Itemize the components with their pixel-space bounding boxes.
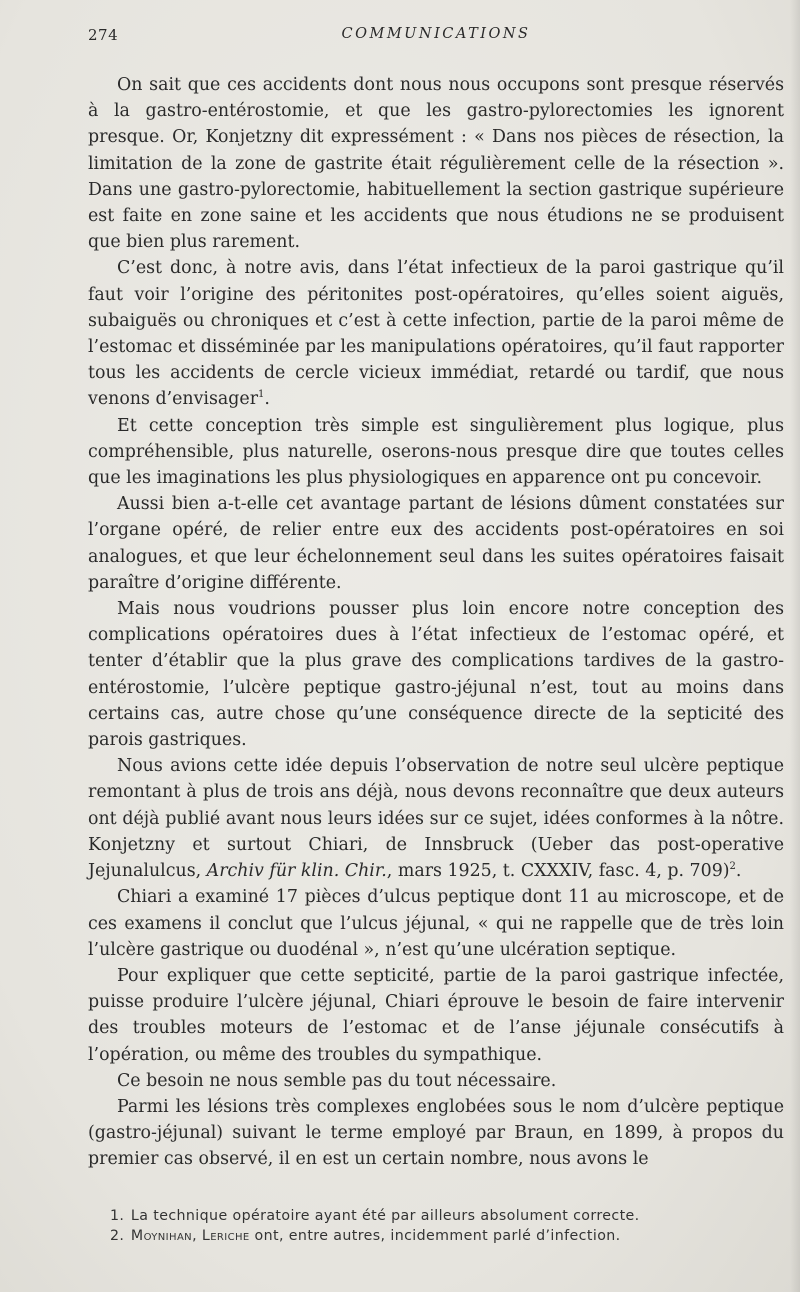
paragraph [88, 72, 784, 255]
body-text [88, 72, 784, 1173]
footnote-authors: Moynihan, Leriche [130, 1228, 250, 1244]
page-edge-shadow [790, 0, 800, 1292]
paragraph [88, 963, 784, 1068]
paragraph-text: Parmi les lésions très complexes englobées sous le nom d’ulcère peptique (gastro-jéjunal) suivant le terme employé par Braun, en 1899, à propos du premier cas observé, il en est un certain nombre, nous avons le [88, 1096, 784, 1170]
page-number: 274 [88, 26, 119, 44]
paragraph [88, 413, 784, 492]
footnotes [88, 1206, 784, 1246]
page-header [88, 26, 784, 50]
paragraph [88, 753, 784, 884]
footnote-reference[interactable]: 2 [729, 861, 736, 873]
paragraph-text: . [264, 389, 270, 410]
paragraph-text: Mais nous voudrions pousser plus loin encore notre conception des complications opératoires dues à l’état infectieux de l’estomac opéré, et tenter d’établir que la plus grave des complications tardives de la gastro-entérostomie, l’ulcère peptique gastro-jéjunal n’est, tout au moins dans certains cas, autre chose qu’une conséquence directe de la septicité des parois gastriques. [88, 599, 784, 751]
running-title: COMMUNICATIONS [341, 26, 531, 42]
paragraph [88, 884, 784, 963]
paragraph-text: Et cette conception très simple est singulièrement plus logique, plus compréhensible, plus naturelle, oserons-nous presque dire que toutes celles que les imaginations les plus physiologiques en apparence ont pu concevoir. [88, 415, 784, 489]
paragraph-text: Nous avions cette idée depuis l’observation de notre seul ulcère peptique remontant à plus de trois ans déjà, nous devons reconnaître que deux auteurs ont déjà publié avant nous leurs idées sur ce sujet, idées conformes à la nôtre. Konjetzny et surtout Chiari, de Innsbruck (Ueber das post-operative Jejunalulcus, [88, 756, 784, 882]
paragraph-text: Aussi bien a-t-elle cet avantage partant de lésions dûment constatées sur l’organe opéré, de relier entre eux des accidents post-opératoires en soi analogues, et que leur échelonnement seul dans les suites opératoires faisait paraître d’origine différente. [88, 494, 784, 593]
footnote-text: La technique opératoire ayant été par ailleurs absolument correcte. [130, 1208, 640, 1224]
paragraph-text: C’est donc, à notre avis, dans l’état infectieux de la paroi gastrique qu’il faut voir l’origine des péritonites post-opératoires, qu’elles soient aiguës, subaiguës ou chroniques et c’est à cette infection, partie de la paroi même de l’estomac et disséminée par les manipulations opératoires, qu’il faut rapporter tous les accidents de cercle vicieux immédiat, retardé ou tardif, que nous venons d’envisager [88, 258, 784, 410]
journal-title: Archiv für klin. Chir. [206, 861, 387, 882]
paragraph-text: Ce besoin ne nous semble pas du tout nécessaire. [117, 1070, 557, 1091]
paragraph [88, 491, 784, 596]
paragraph-text: Pour expliquer que cette septicité, partie de la paroi gastrique infectée, puisse produire l’ulcère jéjunal, Chiari éprouve le besoin de faire intervenir des troubles moteurs de l’estomac et de l’anse jéjunale consécutifs à l’opération, ou même des troubles du sympathique. [88, 965, 784, 1065]
paragraph [88, 255, 784, 412]
paragraph-text: On sait que ces accidents dont nous nous occupons sont presque réservés à la gastro-entérostomie, et que les gastro-pylorectomies les ignorent presque. Or, Konjetzny dit expressément : « Dans nos pièces de résection, la limitation de la zone de gastrite était régulièrement celle de la résection ». Dans une gastro-pylorectomie, habituellement la section gastrique supérieure est faite en zone saine et les accidents que nous étudions ne se produisent que bien plus rarement. [88, 75, 784, 253]
paragraph [88, 1068, 784, 1094]
paragraph-text: , mars 1925, t. CXXXIV, fasc. 4, p. 709) [386, 861, 730, 882]
footnote-number: 1. [110, 1208, 125, 1224]
paragraph [88, 596, 784, 753]
footnote [88, 1206, 784, 1226]
footnote-number: 2. [110, 1228, 125, 1244]
footnote-text: ont, entre autres, incidemment parlé d’infection. [249, 1228, 621, 1244]
paragraph-text: Chiari a examiné 17 pièces d’ulcus peptique dont 11 au microscope, et de ces examens il conclut que l’ulcus jéjunal, « qui ne rappelle que de très loin l’ulcère gastrique ou duodénal », n’est qu’une ulcération septique. [88, 887, 784, 960]
footnote-reference[interactable]: 1 [258, 389, 265, 401]
footnote [88, 1226, 784, 1246]
paragraph-text: . [735, 861, 742, 882]
paragraph [88, 1094, 784, 1173]
